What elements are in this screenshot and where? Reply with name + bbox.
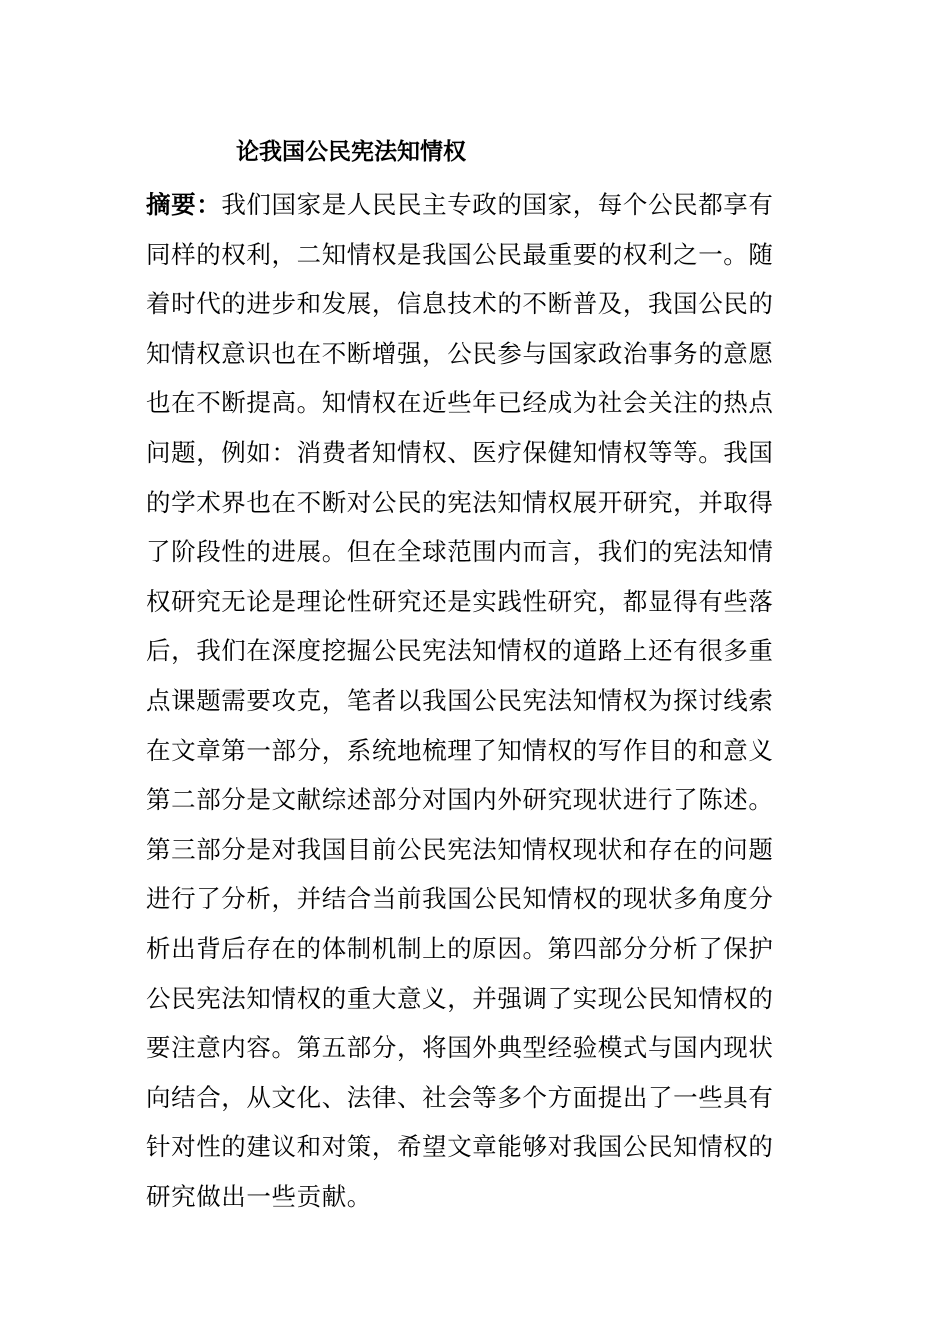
abstract-line: 着时代的进步和发展，信息技术的不断普及，我国公民的 bbox=[146, 289, 774, 319]
abstract-line: 问题，例如：消费者知情权、医疗保健知情权等等。我国 bbox=[146, 437, 774, 467]
abstract-line: 向结合，从文化、法律、社会等多个方面提出了一些具有 bbox=[146, 1082, 774, 1112]
abstract-line: 公民宪法知情权的重大意义，并强调了实现公民知情权的 bbox=[146, 983, 774, 1013]
abstract-line: 第三部分是对我国目前公民宪法知情权现状和存在的问题 bbox=[146, 834, 774, 864]
abstract-line: 析出背后存在的体制机制上的原因。第四部分分析了保护 bbox=[146, 933, 774, 963]
abstract-line: 权研究无论是理论性研究还是实践性研究，都显得有些落 bbox=[146, 586, 774, 616]
abstract-line: 要注意内容。第五部分，将国外典型经验模式与国内现状 bbox=[146, 1033, 774, 1063]
abstract-line: 在文章第一部分，系统地梳理了知情权的写作目的和意义 bbox=[146, 735, 774, 765]
abstract-line: 针对性的建议和对策，希望文章能够对我国公民知情权的 bbox=[146, 1132, 774, 1162]
abstract-line: 了阶段性的进展。但在全球范围内而言，我们的宪法知情 bbox=[146, 537, 774, 567]
abstract-line: 知情权意识也在不断增强，公民参与国家政治事务的意愿 bbox=[146, 338, 774, 368]
abstract-line: 第二部分是文献综述部分对国内外研究现状进行了陈述。 bbox=[146, 785, 774, 815]
abstract-label: 摘要： bbox=[146, 190, 222, 219]
abstract-line: 的学术界也在不断对公民的宪法知情权展开研究，并取得 bbox=[146, 487, 774, 517]
abstract-line-text: 我们国家是人民民主专政的国家，每个公民都享有 bbox=[221, 190, 774, 219]
abstract-line bbox=[146, 180, 826, 230]
abstract-line: 后，我们在深度挖掘公民宪法知情权的道路上还有很多重 bbox=[146, 636, 774, 666]
abstract-line: 同样的权利，二知情权是我国公民最重要的权利之一。随 bbox=[146, 239, 774, 269]
abstract-line: 也在不断提高。知情权在近些年已经成为社会关注的热点 bbox=[146, 388, 774, 418]
abstract-section bbox=[146, 180, 826, 1221]
document-title: 论我国公民宪法知情权 bbox=[236, 138, 466, 165]
abstract-line: 进行了分析，并结合当前我国公民知情权的现状多角度分 bbox=[146, 884, 774, 914]
abstract-line: 研究做出一些贡献。 bbox=[146, 1181, 372, 1211]
abstract-line: 点课题需要攻克，笔者以我国公民宪法知情权为探讨线索 bbox=[146, 685, 774, 715]
